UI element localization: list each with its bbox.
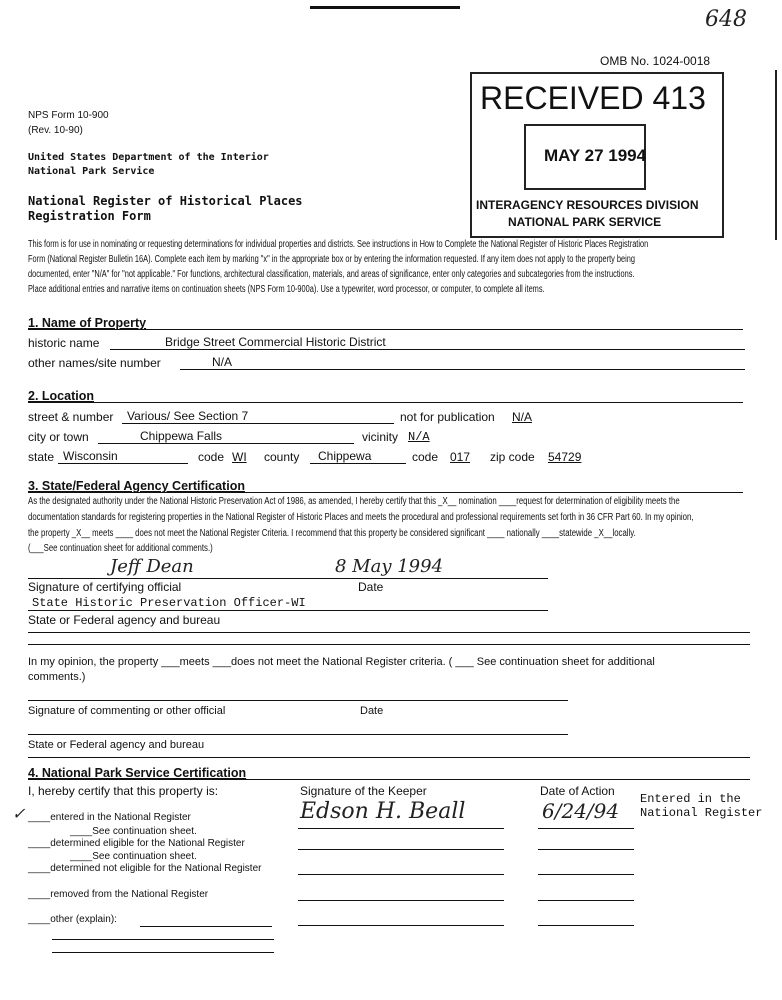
option-not-eligible[interactable]: ____determined not eligible for the National Register: [28, 863, 262, 874]
divider: [28, 757, 750, 758]
vicinity-value[interactable]: N/A: [408, 430, 430, 444]
agency-bureau-label: State or Federal agency and bureau: [28, 613, 221, 627]
keeper-line: [298, 900, 504, 901]
certifying-date: 8 May 1994: [335, 556, 444, 577]
street-value[interactable]: Various/ See Section 7: [127, 409, 249, 423]
opinion-text: In my opinion, the property ___meets ___does not meet the National Register criteria. ( ___ See continuation sheet for additional: [28, 656, 655, 668]
keeper-line: [298, 849, 504, 850]
section-4-heading: 4. National Park Service Certification: [28, 766, 247, 780]
historic-name-label: historic name: [28, 336, 100, 350]
instructions-3: documented, enter "N/A" for "not applicable." For functions, architectural classification, materials, and areas of significance, enter only categories and subcategories from the instructions.: [28, 269, 635, 280]
cert-line-4: (___See continuation sheet for additional comments.): [28, 543, 213, 554]
cert-line-1: As the designated authority under the National Historic Preservation Act of 1986, as amended, I hereby certify that this _X__ nomination ____request for determination of eligibility meets the: [28, 496, 680, 507]
certifying-signature-label: Signature of certifying official: [28, 580, 182, 594]
county-code-label: code: [412, 450, 439, 464]
option-entered[interactable]: ____entered in the National Register: [28, 812, 191, 823]
agency: National Park Service: [28, 166, 155, 177]
instructions-4: Place additional entries and narrative items on continuation sheets (NPS Form 10-900a). Use a typewriter, word processor, or computer, to complete all items.: [28, 284, 545, 295]
field-line: [122, 423, 394, 424]
certifying-signature: Jeff Dean: [110, 556, 194, 577]
field-line: [52, 952, 274, 953]
date-line: [538, 900, 634, 901]
keeper-line: [298, 874, 504, 875]
option-eligible-continuation[interactable]: ____See continuation sheet.: [70, 851, 197, 862]
other-names-label: other names/site number: [28, 356, 161, 370]
state-label: state: [28, 450, 55, 464]
continuation-label: See continuation sheet.: [92, 826, 197, 837]
form-rev: (Rev. 10-90): [28, 125, 83, 136]
official-title[interactable]: State Historic Preservation Officer-WI: [32, 596, 306, 610]
state-code-value[interactable]: WI: [232, 450, 247, 464]
date-line: [538, 874, 634, 875]
corner-number: 648: [705, 7, 747, 32]
divider: [28, 329, 743, 330]
option-entered-label: entered in the National Register: [50, 812, 191, 823]
keeper-signature: Edson H. Beall: [300, 799, 466, 824]
commenting-signature-label: Signature of commenting or other official: [28, 705, 226, 717]
action-date-value: 6/24/94: [542, 799, 620, 823]
field-line: [98, 443, 354, 444]
zip-value[interactable]: 54729: [548, 450, 582, 464]
keeper-label: Signature of the Keeper: [300, 784, 427, 798]
signature-line: [28, 700, 568, 701]
check-mark-icon: ✓: [12, 804, 26, 823]
field-line: [52, 939, 274, 940]
zip-label: zip code: [490, 450, 535, 464]
field-line: [310, 463, 406, 464]
section-2-heading: 2. Location: [28, 389, 94, 403]
stamp-service: NATIONAL PARK SERVICE: [508, 215, 662, 229]
date-line: [538, 828, 634, 829]
county-label: county: [264, 450, 300, 464]
form-number: NPS Form 10-900: [28, 110, 109, 121]
stamp-received: RECEIVED 413: [480, 80, 706, 116]
section-3-heading: 3. State/Federal Agency Certification: [28, 479, 245, 493]
state-value[interactable]: Wisconsin: [63, 449, 118, 463]
county-code-value[interactable]: 017: [450, 450, 471, 464]
agency-bureau-label-2: State or Federal agency and bureau: [28, 739, 205, 751]
field-line: [110, 349, 745, 350]
vicinity-label: vicinity: [362, 430, 399, 444]
section-1-heading: 1. Name of Property: [28, 316, 147, 330]
instructions-2: Form (National Register Bulletin 16A). Complete each item by marking "x" in the appropriate box or by entering the information requested. If any item does not apply to the property being: [28, 254, 636, 265]
certify-text: I, hereby certify that this property is:: [28, 784, 219, 798]
form-title-2: Registration Form: [28, 209, 151, 223]
continuation-label: See continuation sheet.: [92, 851, 197, 862]
other-names-value[interactable]: N/A: [212, 355, 233, 369]
city-value[interactable]: Chippewa Falls: [140, 429, 223, 443]
field-line: [58, 463, 188, 464]
date-line: [538, 849, 634, 850]
option-eligible-label: determined eligible for the National Register: [50, 838, 245, 849]
option-removed[interactable]: ____removed from the National Register: [28, 889, 209, 900]
received-stamp: [470, 72, 724, 238]
stamp-date: MAY 27 1994: [544, 146, 647, 165]
divider: [28, 492, 743, 493]
divider: [28, 632, 750, 633]
nfp-label: not for publication: [400, 410, 495, 424]
certifying-date-label: Date: [358, 580, 384, 594]
city-label: city or town: [28, 430, 89, 444]
divider: [28, 402, 743, 403]
cert-line-3: the property _X__ meets ____ does not meet the National Register Criteria. I recommend that this property be considered significant ____ nationally ____statewide _X__locally.: [28, 528, 636, 539]
option-other-label: other (explain):: [50, 914, 117, 925]
option-other[interactable]: ____other (explain):: [28, 914, 117, 925]
keeper-line: [298, 828, 504, 829]
field-line: [140, 926, 272, 927]
cert-line-2: documentation standards for registering properties in the National Register of Historic Places and meets the procedural and professional requirements set forth in 36 CFR Part 60. In my opinion,: [28, 512, 694, 523]
nfp-value[interactable]: N/A: [512, 410, 533, 424]
form-title-1: National Register of Historical Places: [28, 194, 303, 208]
historic-name-value[interactable]: Bridge Street Commercial Historic District: [165, 335, 386, 349]
omb-number: OMB No. 1024-0018: [600, 54, 711, 68]
option-eligible[interactable]: ____determined eligible for the National Register: [28, 838, 245, 849]
divider: [28, 779, 750, 780]
field-line: [28, 610, 548, 611]
commenting-date-label: Date: [360, 705, 384, 717]
street-label: street & number: [28, 410, 114, 424]
dept: United States Department of the Interior: [28, 152, 269, 163]
scan-edge: [775, 70, 777, 240]
date-line: [538, 925, 634, 926]
scan-mark: [310, 6, 460, 9]
field-line: [180, 369, 745, 370]
divider: [28, 644, 750, 645]
field-line: [28, 734, 568, 735]
keeper-line: [298, 925, 504, 926]
stamp-division: INTERAGENCY RESOURCES DIVISION: [476, 198, 699, 212]
typed-note-1: Entered in the: [640, 792, 741, 806]
option-removed-label: removed from the National Register: [50, 889, 209, 900]
opinion-text-2: comments.): [28, 671, 86, 683]
instructions-1: This form is for use in nominating or requesting determinations for individual properties and districts. See instructions in How to Complete the National Register of Historic Places Registration: [28, 239, 649, 250]
action-date-label: Date of Action: [540, 784, 615, 798]
option-entered-continuation[interactable]: ____See continuation sheet.: [70, 826, 197, 837]
code-label: code: [198, 450, 225, 464]
typed-note-2: National Register: [640, 806, 763, 820]
option-not-eligible-label: determined not eligible for the National Register: [50, 863, 262, 874]
signature-line: [28, 578, 548, 579]
county-value[interactable]: Chippewa: [318, 449, 372, 463]
